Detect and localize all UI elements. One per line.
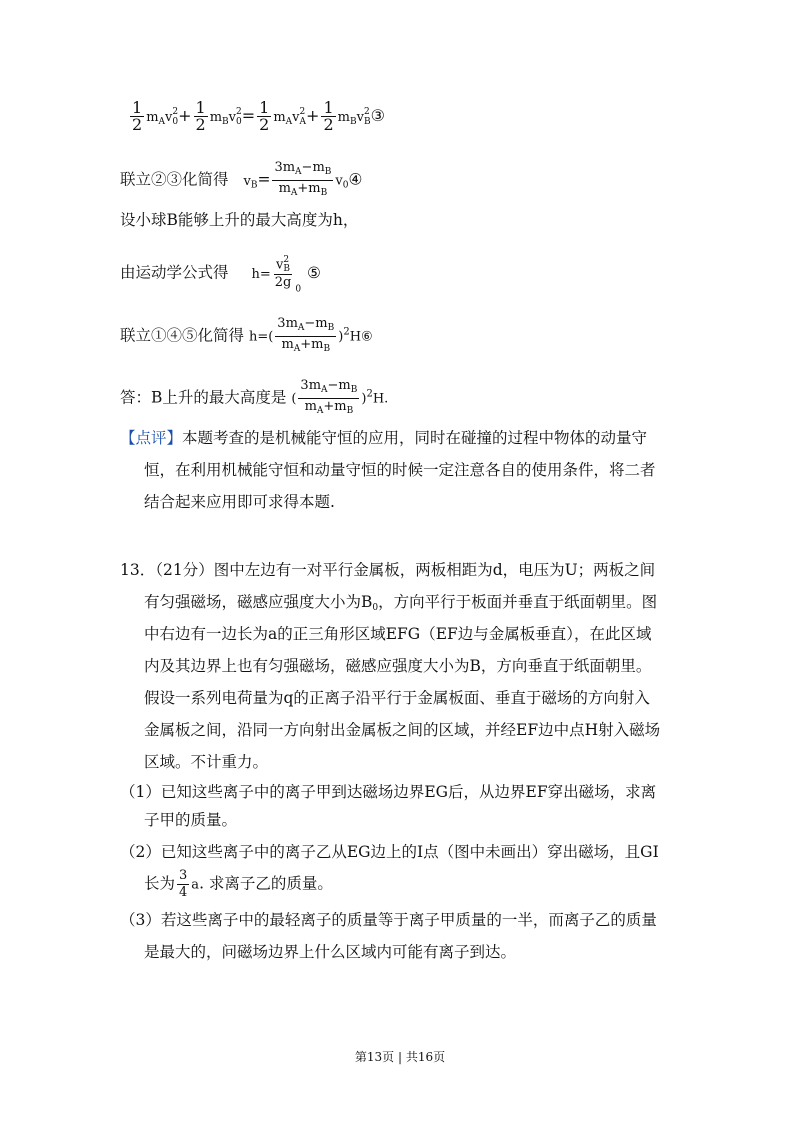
review-tag: 【点评】 <box>120 429 183 447</box>
den: 2g <box>274 275 292 290</box>
op: +m <box>300 337 324 352</box>
num: 1 <box>195 98 206 117</box>
den: m <box>304 399 317 414</box>
den: 2 <box>132 115 143 134</box>
num: 3 <box>179 868 188 883</box>
review-text: 本题考查的是机械能守恒的应用，同时在碰撞的过程中物体的动量守 <box>182 429 648 447</box>
question-line: 假设一系列电荷量为q的正离子沿平行于金属板面、垂直于磁场的方向射入 <box>144 689 650 707</box>
sup: 2 <box>366 388 373 400</box>
line-text: 长为 <box>144 874 176 893</box>
paren: ) <box>361 391 367 407</box>
num: 1 <box>259 98 270 117</box>
subquestion-3: （3）若这些离子中的最轻离子的质量等于离子甲质量的一半，而离子乙的质量 <box>120 911 657 929</box>
sup: 2 <box>283 255 290 265</box>
frac <box>298 378 359 419</box>
sub: 0 <box>172 116 179 127</box>
frac <box>321 100 335 133</box>
subquestion-2: 长为 $\frac{3}{4}$ a. 求离子乙的质量。 <box>144 868 333 900</box>
sub: 0 <box>236 116 242 127</box>
sym: h= <box>251 266 271 282</box>
sub: A <box>158 117 166 127</box>
line-text: 有匀强磁场，磁感应强度大小为B <box>144 593 373 611</box>
paren: ) <box>338 329 344 345</box>
frac <box>272 160 333 201</box>
frac <box>177 868 189 901</box>
derivation-line-4 <box>120 160 362 201</box>
num: 3m <box>274 160 296 175</box>
frac <box>194 100 208 133</box>
sub: B <box>250 180 258 191</box>
sym: m <box>146 110 159 125</box>
eq-tag: ③ <box>370 106 385 125</box>
sym: m <box>337 110 350 125</box>
den: 2 <box>323 115 334 134</box>
sub: B <box>346 406 354 416</box>
eq-tag: ④ <box>348 170 363 189</box>
op: −m <box>301 160 325 175</box>
line-text: 由运动学公式得 <box>120 263 229 282</box>
den: 2 <box>259 115 270 134</box>
sym: v <box>335 173 343 189</box>
frac <box>130 100 144 133</box>
sym: v <box>292 110 300 125</box>
den: m <box>278 181 291 196</box>
equation-3 <box>128 100 385 133</box>
line-text: 联立②③化简得 <box>120 170 229 189</box>
num: 1 <box>132 98 143 117</box>
sub: A <box>295 167 302 177</box>
sup: 2 <box>343 326 350 338</box>
question-line: 区域。不计重力。 <box>144 753 269 771</box>
sub: A <box>290 188 298 198</box>
num: 3m <box>277 316 298 331</box>
sub: A <box>297 323 305 333</box>
sym: v <box>228 110 237 125</box>
subquestion-1: 子甲的质量。 <box>144 811 238 829</box>
sup: 2 <box>363 106 370 117</box>
subquestion-1: （1）已知这些离子中的离子甲到达磁场边界EG后，从边界EF穿出磁场，求离 <box>120 783 657 801</box>
line-text: 联立①④⑤化简得 <box>120 326 245 345</box>
question-line: 金属板之间，沿同一方向射出金属板之间的区域，并经EF边中点H射入磁场 <box>144 721 661 739</box>
op: + <box>178 106 192 125</box>
question-line: 中右边有一边长为a的正三角形区域EFG（EF边与金属板垂直），在此区域 <box>144 625 652 643</box>
line-text: ，方向平行于板面并垂直于纸面朝里。图 <box>378 593 658 611</box>
op: −m <box>304 316 328 331</box>
num: v <box>276 257 284 273</box>
sub: A <box>293 344 301 354</box>
sub: A <box>316 406 324 416</box>
sym: H. <box>372 391 389 407</box>
sup: 2 <box>172 106 179 117</box>
page-footer: 第13页 | 共16页 <box>354 1050 446 1064</box>
sym: h=( <box>248 329 274 345</box>
sub: 0 <box>372 603 379 613</box>
question-line: 13．（21分）图中左边有一对平行金属板，两板相距为d，电压为U；两板之间 <box>120 561 656 579</box>
sub: A <box>321 385 328 395</box>
sub: B <box>349 117 357 127</box>
den: 4 <box>179 885 188 900</box>
derivation-line-5 <box>120 256 321 300</box>
sub: 0 <box>342 180 349 191</box>
sym: m <box>209 110 223 125</box>
sub: B <box>222 117 229 127</box>
op: +m <box>323 399 347 414</box>
sub: 0 <box>295 284 302 295</box>
sub: B <box>350 385 358 395</box>
subquestion-3: 是最大的，问磁场边界上什么区域内可能有离子到达。 <box>144 943 517 961</box>
sub: B <box>283 264 290 274</box>
subquestion-2: （2）已知这些离子中的离子乙从EG边上的I点（图中未画出）穿出磁场，且GI <box>120 843 659 861</box>
question-line: 内及其边界上也有匀强磁场，磁感应强度大小为B，方向垂直于纸面朝里。 <box>144 657 652 675</box>
review-line: 恒，在利用机械能守恒和动量守恒的时候一定注意各自的使用条件，将二者 <box>144 461 656 479</box>
derivation-line-6 <box>120 316 373 357</box>
sym: m <box>273 110 286 125</box>
sym: a <box>191 877 200 893</box>
den: 2 <box>195 115 206 134</box>
sym: v <box>243 173 251 189</box>
sub: A <box>299 116 307 127</box>
sup: 2 <box>299 106 306 117</box>
sym: v <box>165 110 173 125</box>
line-text: 求离子乙的质量。 <box>208 874 333 893</box>
op: + <box>306 106 320 125</box>
frac <box>275 316 336 357</box>
sub: B <box>320 188 328 198</box>
op: −m <box>327 378 351 393</box>
sym: v <box>356 110 364 125</box>
op: +m <box>297 181 321 196</box>
num: 1 <box>323 98 334 117</box>
sub: B <box>363 116 371 127</box>
paren: ( <box>291 391 297 407</box>
op: = <box>257 170 271 189</box>
question-line <box>144 592 657 618</box>
frac <box>257 100 271 133</box>
frac <box>273 256 294 291</box>
sub: A <box>285 117 293 127</box>
line-text: 答：B上升的最大高度是 <box>120 388 287 407</box>
den: m <box>281 337 294 352</box>
answer-line <box>120 378 388 419</box>
sub: B <box>324 167 332 177</box>
op: = <box>241 106 256 125</box>
sup: 2 <box>236 106 242 117</box>
derivation-line: 设小球B能够上升的最大高度为h， <box>120 211 359 229</box>
eq-tag: ⑤ <box>307 263 321 282</box>
sub: B <box>327 323 335 333</box>
review-line <box>120 428 647 448</box>
sym: H⑥ <box>349 329 373 345</box>
review-line: 结合起来应用即可求得本题. <box>144 493 335 511</box>
sub: B <box>323 344 331 354</box>
num: 3m <box>300 378 322 393</box>
